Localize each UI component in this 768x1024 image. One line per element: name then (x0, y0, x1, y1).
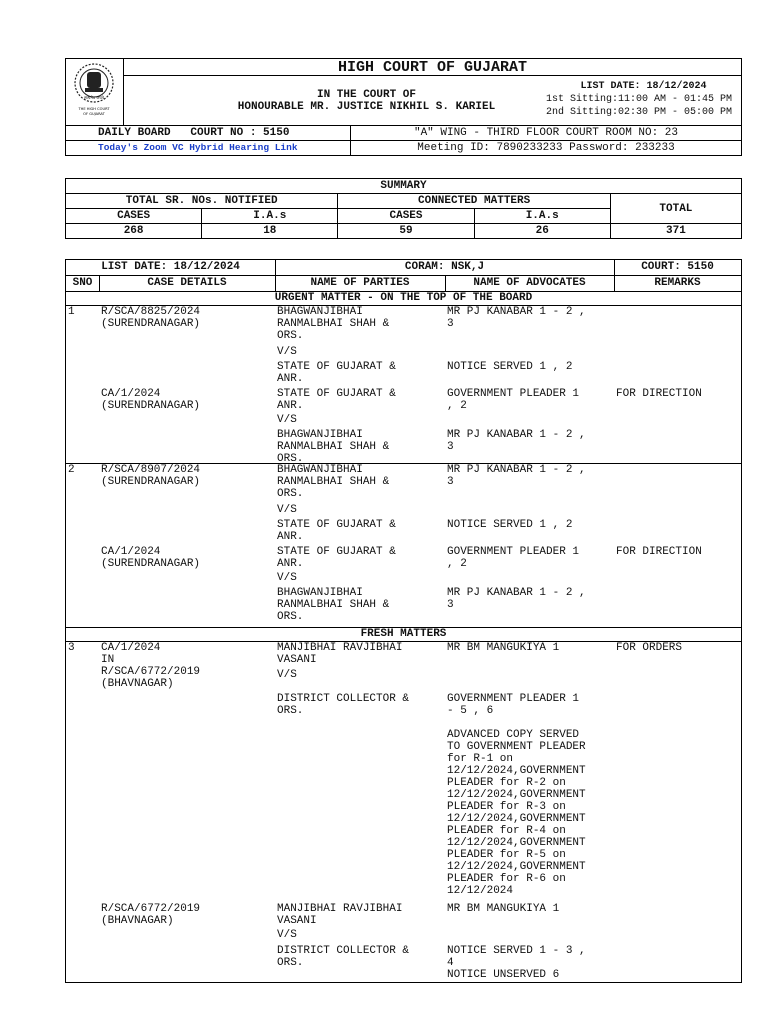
advocate: GOVERNMENT PLEADER 1 - 5 , 6 (447, 693, 580, 717)
high-court-emblem-logo (66, 59, 124, 125)
versus: V/S (277, 572, 297, 584)
col-sno: SNO (72, 277, 93, 289)
petitioner: MANJIBHAI RAVJIBHAI VASANI (277, 903, 403, 927)
case-number: CA/1/2024 (SURENDRANAGAR) (101, 388, 201, 412)
summary-value: 268 (66, 224, 202, 239)
remarks: FOR DIRECTION (616, 546, 702, 558)
petitioner: STATE OF GUJARAT & ANR. (277, 388, 396, 412)
coram: CORAM: NSK,J (404, 261, 485, 273)
sno: 3 (68, 642, 75, 654)
svg-text:सत्यमेव जयते: सत्यमेव जयते (84, 95, 104, 100)
list-date: LIST DATE: 18/12/2024 (580, 81, 707, 92)
respondent: BHAGWANJIBHAI RANMALBHAI SHAH & ORS. (277, 429, 390, 465)
petitioner: BHAGWANJIBHAI RANMALBHAI SHAH & ORS. (277, 464, 390, 500)
page-title: HIGH COURT OF GUJARAT (124, 59, 741, 76)
logo-caption-line2: OF GUJARAT (83, 112, 105, 116)
vc-row (66, 141, 741, 155)
advocate: MR BM MANGUKIYA 1 (447, 642, 560, 654)
ias-header: I.A.s (202, 209, 338, 224)
list-item (66, 464, 741, 628)
wing-info: "A" WING - THIRD FLOOR COURT ROOM NO: 23 (413, 127, 679, 139)
advocate: MR PJ KANABAR 1 - 2 , 3 (447, 464, 586, 488)
court-of (124, 76, 609, 125)
case-number: R/SCA/8825/2024 (SURENDRANAGAR) (101, 306, 201, 330)
cases-header: CASES (66, 209, 202, 224)
cause-list (65, 259, 742, 983)
connected-cases-header: CASES (338, 209, 474, 224)
advocate: NOTICE SERVED 1 , 2 (447, 361, 573, 373)
court-line2: HONOURABLE MR. JUSTICE NIKHIL S. KARIEL (237, 101, 496, 113)
sitting-1: 1st Sitting:11:00 AM - 01:45 PM (546, 94, 733, 105)
logo-caption-line1: THE HIGH COURT (78, 107, 110, 111)
summary-table (65, 178, 742, 239)
case-number: R/SCA/6772/2019 (BHAVNAGAR) (101, 903, 201, 927)
respondent: BHAGWANJIBHAI RANMALBHAI SHAH & ORS. (277, 587, 390, 623)
vc-hybrid-link[interactable]: Today's Zoom VC Hybrid Hearing Link (66, 141, 351, 155)
advocate: GOVERNMENT PLEADER 1 , 2 (447, 388, 580, 412)
col-remarks: REMARKS (654, 277, 701, 289)
petitioner: BHAGWANJIBHAI RANMALBHAI SHAH & ORS. (277, 306, 390, 342)
column-header-row (66, 276, 741, 292)
advocate: GOVERNMENT PLEADER 1 , 2 (447, 546, 580, 570)
petitioner: MANJIBHAI RAVJIBHAI VASANI (277, 642, 403, 666)
sitting-times (546, 76, 741, 125)
petitioner: STATE OF GUJARAT & ANR. (277, 546, 396, 570)
col-case-details: CASE DETAILS (147, 277, 227, 289)
versus: V/S (277, 504, 297, 516)
court-line1: IN THE COURT OF (316, 89, 417, 101)
col-advocates: NAME OF ADVOCATES (473, 277, 586, 289)
remarks: FOR DIRECTION (616, 388, 702, 400)
connected-header: CONNECTED MATTERS (338, 194, 610, 209)
respondent: STATE OF GUJARAT & ANR. (277, 361, 396, 385)
respondent: STATE OF GUJARAT & ANR. (277, 519, 396, 543)
remarks: FOR ORDERS (616, 642, 683, 654)
list-item (66, 642, 741, 982)
case-number: CA/1/2024 (SURENDRANAGAR) (101, 546, 201, 570)
summary-value: 18 (202, 224, 338, 239)
court-number: COURT: 5150 (641, 261, 714, 273)
summary-value: 371 (610, 224, 741, 239)
versus: V/S (277, 414, 297, 426)
respondent: DISTRICT COLLECTOR & ORS. (277, 945, 410, 969)
total-notified-header: TOTAL SR. NOs. NOTIFIED (66, 194, 338, 209)
court-info-row (66, 125, 741, 141)
sitting-2: 2nd Sitting:02:30 PM - 05:00 PM (546, 107, 733, 118)
urgent-section-header: URGENT MATTER - ON THE TOP OF THE BOARD (66, 292, 741, 306)
list-meta-row (66, 260, 741, 276)
versus: V/S (277, 929, 297, 941)
case-number: CA/1/2024 IN R/SCA/6772/2019 (BHAVNAGAR) (101, 642, 201, 690)
daily-board-label: DAILY BOARD COURT NO : 5150 (66, 126, 351, 140)
versus: V/S (277, 346, 297, 358)
meeting-credentials: Meeting ID: 7890233233 Password: 233233 (417, 142, 675, 154)
list-date: LIST DATE: 18/12/2024 (101, 261, 240, 273)
service-note: ADVANCED COPY SERVED TO GOVERNMENT PLEADER for R-1 on 12/12/2024,GOVERNMENT PLEADER for R-2 on 12/12/2024,GOVERNMENT PLEADER for R-3 on 12/12/2024,GOVERNMENT PLEADER for R-4 on 12/12/2024,GOVERNMENT PLEADER for R-5 on 12/12/2024,GOVERNMENT PLEADER for R-6 on 12/12/2024 (447, 729, 586, 897)
connected-ias-header: I.A.s (474, 209, 610, 224)
col-parties: NAME OF PARTIES (310, 277, 410, 289)
respondent: DISTRICT COLLECTOR & ORS. (277, 693, 410, 717)
advocate: NOTICE SERVED 1 , 2 (447, 519, 573, 531)
advocate: NOTICE SERVED 1 - 3 , 4 NOTICE UNSERVED 6 (447, 945, 586, 981)
summary-value: 26 (474, 224, 610, 239)
advocate: MR BM MANGUKIYA 1 (447, 903, 560, 915)
fresh-section-header: FRESH MATTERS (66, 628, 741, 642)
summary-value: 59 (338, 224, 474, 239)
advocate: MR PJ KANABAR 1 - 2 , 3 (447, 587, 586, 611)
advocate: MR PJ KANABAR 1 - 2 , 3 (447, 306, 586, 330)
versus: V/S (277, 669, 297, 681)
total-header: TOTAL (610, 194, 741, 224)
list-item (66, 306, 741, 464)
advocate: MR PJ KANABAR 1 - 2 , 3 (447, 429, 586, 453)
sno: 1 (68, 306, 75, 318)
summary-title: SUMMARY (66, 179, 742, 194)
case-number: R/SCA/8907/2024 (SURENDRANAGAR) (101, 464, 201, 488)
sno: 2 (68, 464, 75, 476)
board-header (65, 58, 742, 156)
